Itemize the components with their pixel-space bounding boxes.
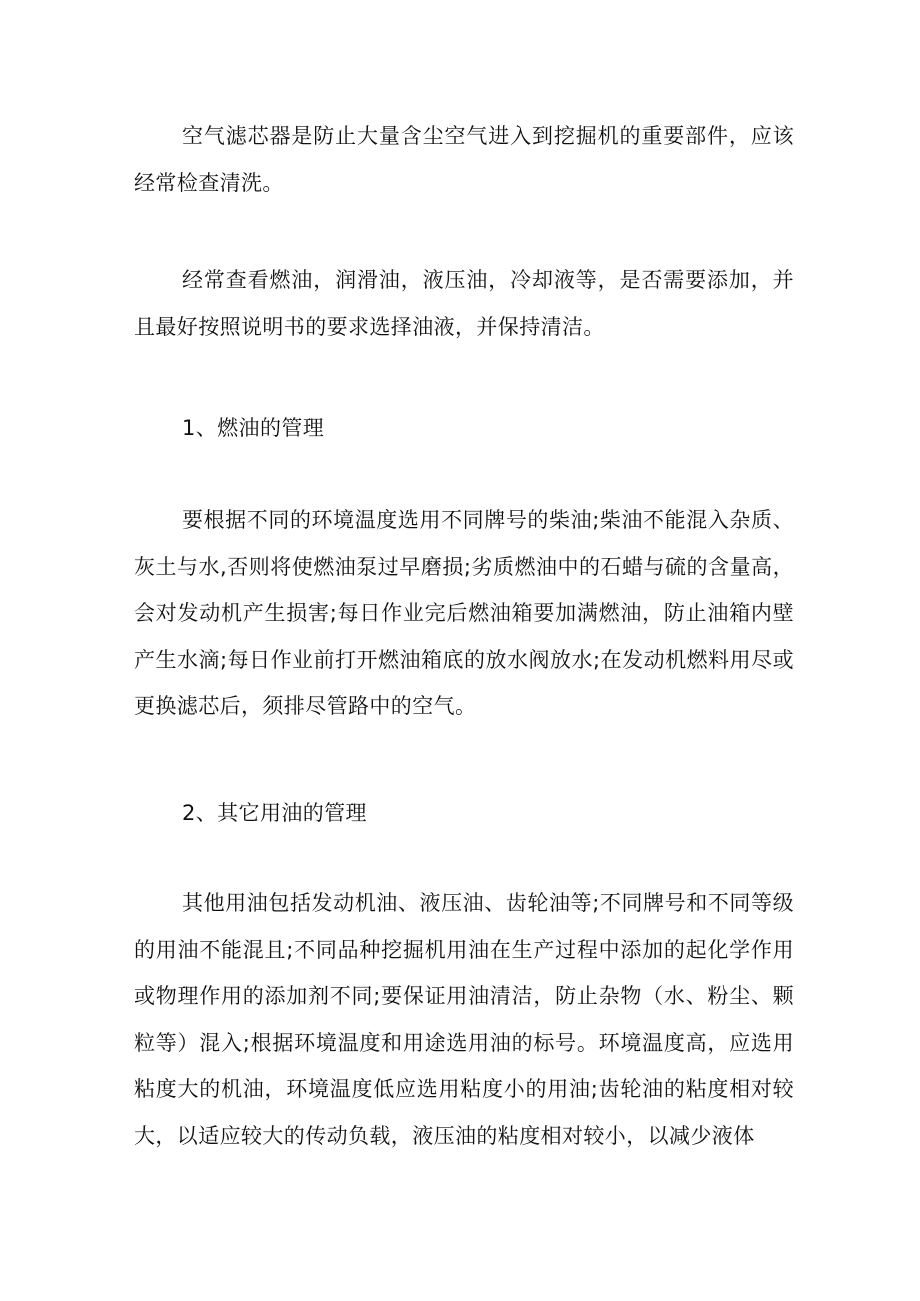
section-heading-fuel: 1、燃油的管理 (182, 416, 325, 440)
paragraph-air-filter: 空气滤芯器是防止大量含尘空气进入到挖掘机的重要部件，应该经常检查清洗。 (134, 124, 794, 195)
paragraph-fluid-check: 经常查看燃油，润滑油，液压油，冷却液等，是否需要添加，并且最好按照说明书的要求选择油液，并保持清洁。 (134, 268, 794, 339)
paragraph-fuel-management: 要根据不同的环境温度选用不同牌号的柴油;柴油不能混入杂质、灰土与水,否则将使燃油泵过早磨损;劣质燃油中的石蜡与硫的含量高，会对发动机产生损害;每日作业完后燃油箱要加满燃油，防止油箱内壁产生水滴;每日作业前打开燃油箱底的放水阀放水;在发动机燃料用尽或更换滤芯后，须排尽管路中的空气。 (134, 508, 794, 718)
paragraph-other-oils: 其他用油包括发动机油、液压油、齿轮油等;不同牌号和不同等级的用油不能混且;不同品种挖掘机用油在生产过程中添加的起化学作用或物理作用的添加剂不同;要保证用油清洁，防止杂物（水、粉尘、颗粒等）混入;根据环境温度和用途选用油的标号。环境温度高，应选用粘度大的机油，环境温度低应选用粘度小的用油;齿轮油的粘度相对较大，以适应较大的传动负载，液压油的粘度相对较小，以减少液体 (134, 891, 794, 1148)
section-heading-other-oils: 2、其它用油的管理 (182, 801, 367, 825)
